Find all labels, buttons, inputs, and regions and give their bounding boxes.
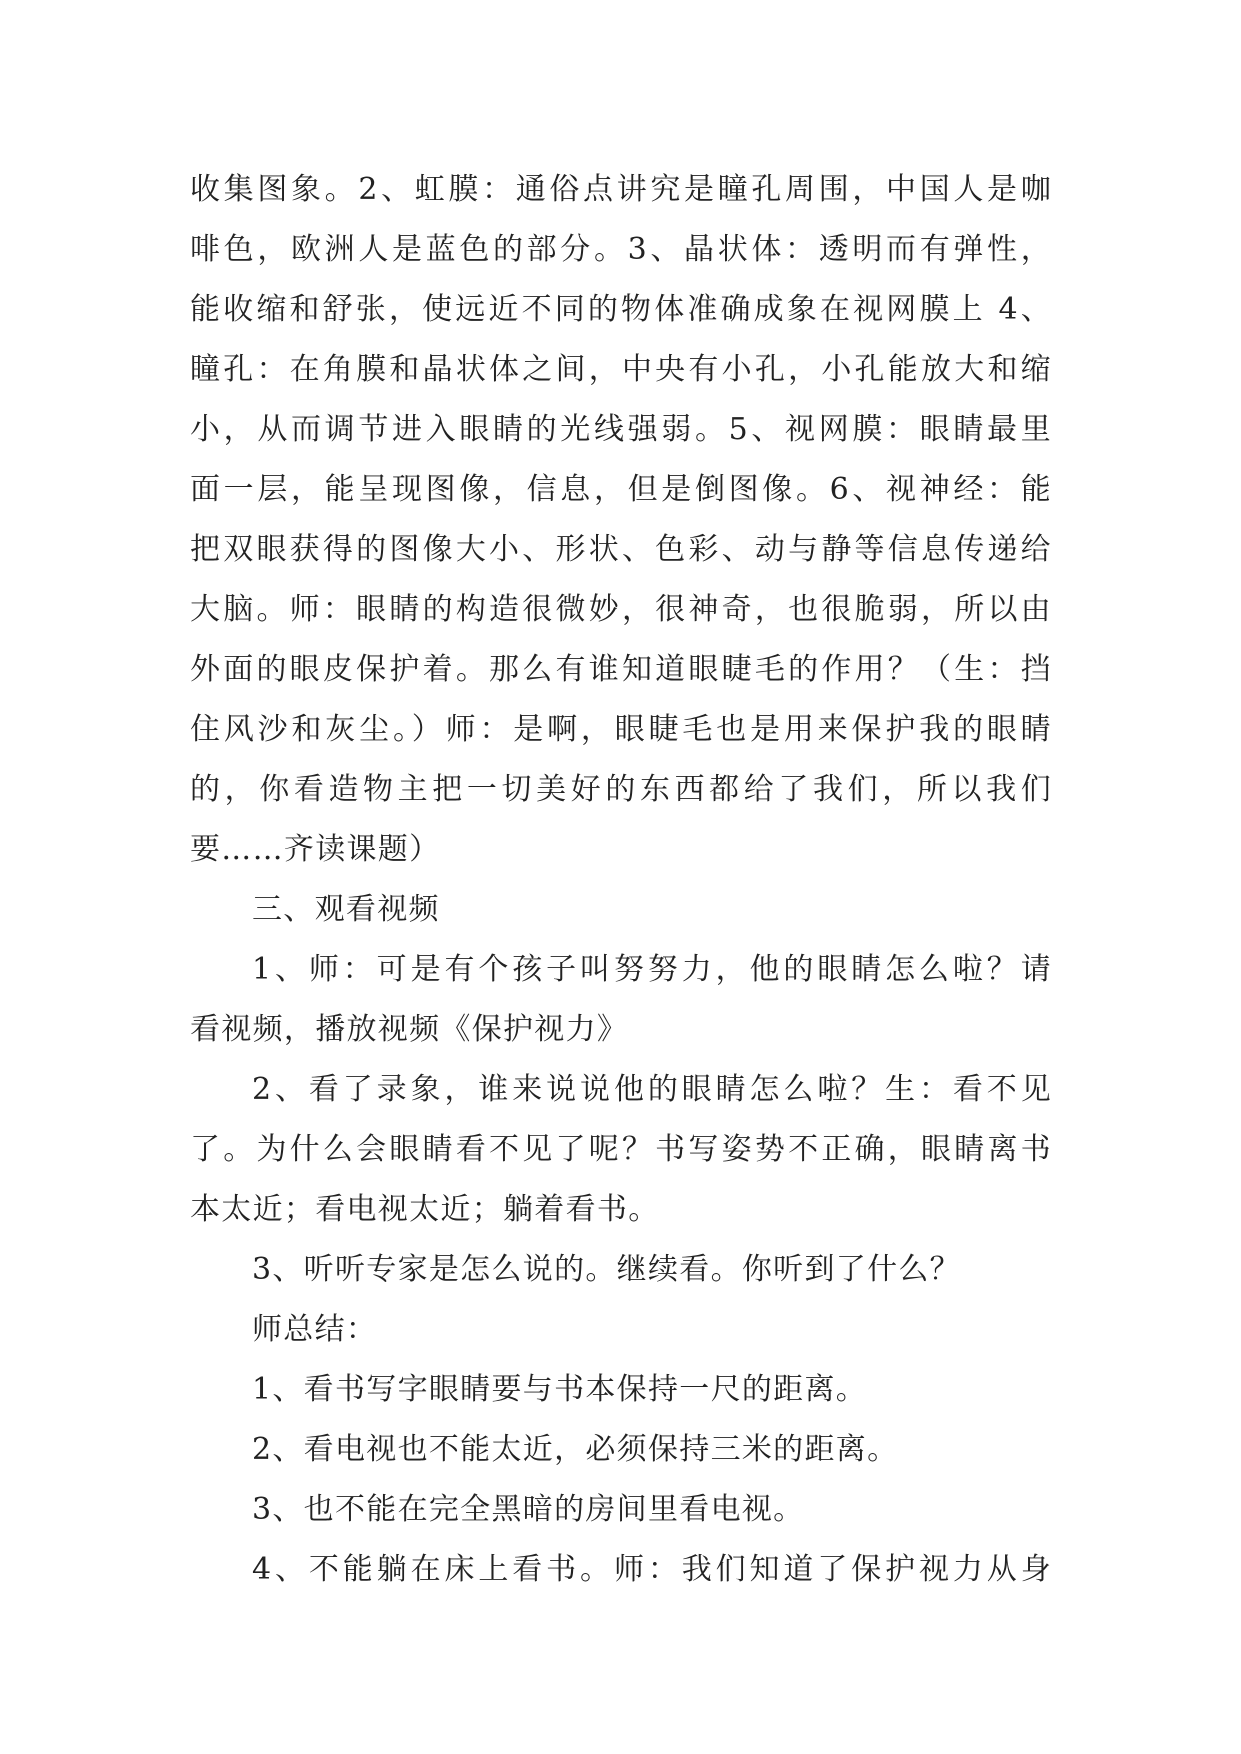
summary-label: 师总结：	[252, 1312, 378, 1347]
step-3-paragraph: 3、听听专家是怎么说的。继续看。你听到了什么？	[252, 1252, 961, 1287]
list-item: 1、看书写字眼睛要与书本保持一尺的距离。	[252, 1372, 868, 1407]
text-line: 外面的眼皮保护着。那么有谁知道眼睫毛的作用？（生：挡	[190, 652, 1052, 687]
section-heading: 三、观看视频	[252, 892, 440, 927]
text-line: 的，你看造物主把一切美好的东西都给了我们，所以我们	[190, 772, 1052, 807]
text-line: 本太近；看电视太近；躺着看书。	[190, 1192, 660, 1227]
text-line: 把双眼获得的图像大小、形状、色彩、动与静等信息传递给	[190, 532, 1052, 567]
text-line: 1、师：可是有个孩子叫努努力，他的眼睛怎么啦？请	[252, 952, 1052, 987]
text-line: 收集图象。2、虹膜：通俗点讲究是瞳孔周围，中国人是咖	[190, 172, 1052, 207]
text-line: 小，从而调节进入眼睛的光线强弱。5、视网膜：眼睛最里	[190, 412, 1052, 447]
text-line: 面一层，能呈现图像，信息，但是倒图像。6、视神经：能	[190, 472, 1052, 507]
list-item: 2、看电视也不能太近，必须保持三米的距离。	[252, 1432, 899, 1467]
list-item: 3、也不能在完全黑暗的房间里看电视。	[252, 1492, 805, 1527]
text-line: 瞳孔：在角膜和晶状体之间，中央有小孔，小孔能放大和缩	[190, 352, 1052, 387]
text-line: 2、看了录象，谁来说说他的眼睛怎么啦？生：看不见	[252, 1072, 1052, 1107]
eye-structure-paragraph	[190, 160, 1052, 880]
step-2-paragraph	[190, 1060, 1052, 1240]
text-line: 住风沙和灰尘。）师：是啊，眼睫毛也是用来保护我的眼睛	[190, 712, 1052, 747]
step-1-paragraph	[190, 940, 1052, 1060]
text-line: 了。为什么会眼睛看不见了呢？书写姿势不正确，眼睛离书	[190, 1132, 1052, 1167]
text-line: 要……齐读课题）	[190, 832, 441, 867]
document-page	[190, 160, 1052, 1600]
text-line: 啡色，欧洲人是蓝色的部分。3、晶状体：透明而有弹性，	[190, 232, 1052, 267]
list-item: 4、不能躺在床上看书。师：我们知道了保护视力从身	[252, 1552, 1052, 1587]
text-line: 看视频，播放视频《保护视力》	[190, 1012, 629, 1047]
text-line: 大脑。师：眼睛的构造很微妙，很神奇，也很脆弱，所以由	[190, 592, 1052, 627]
text-line: 能收缩和舒张，使远近不同的物体准确成象在视网膜上 4、	[190, 292, 1052, 327]
summary-list	[190, 1360, 1052, 1600]
